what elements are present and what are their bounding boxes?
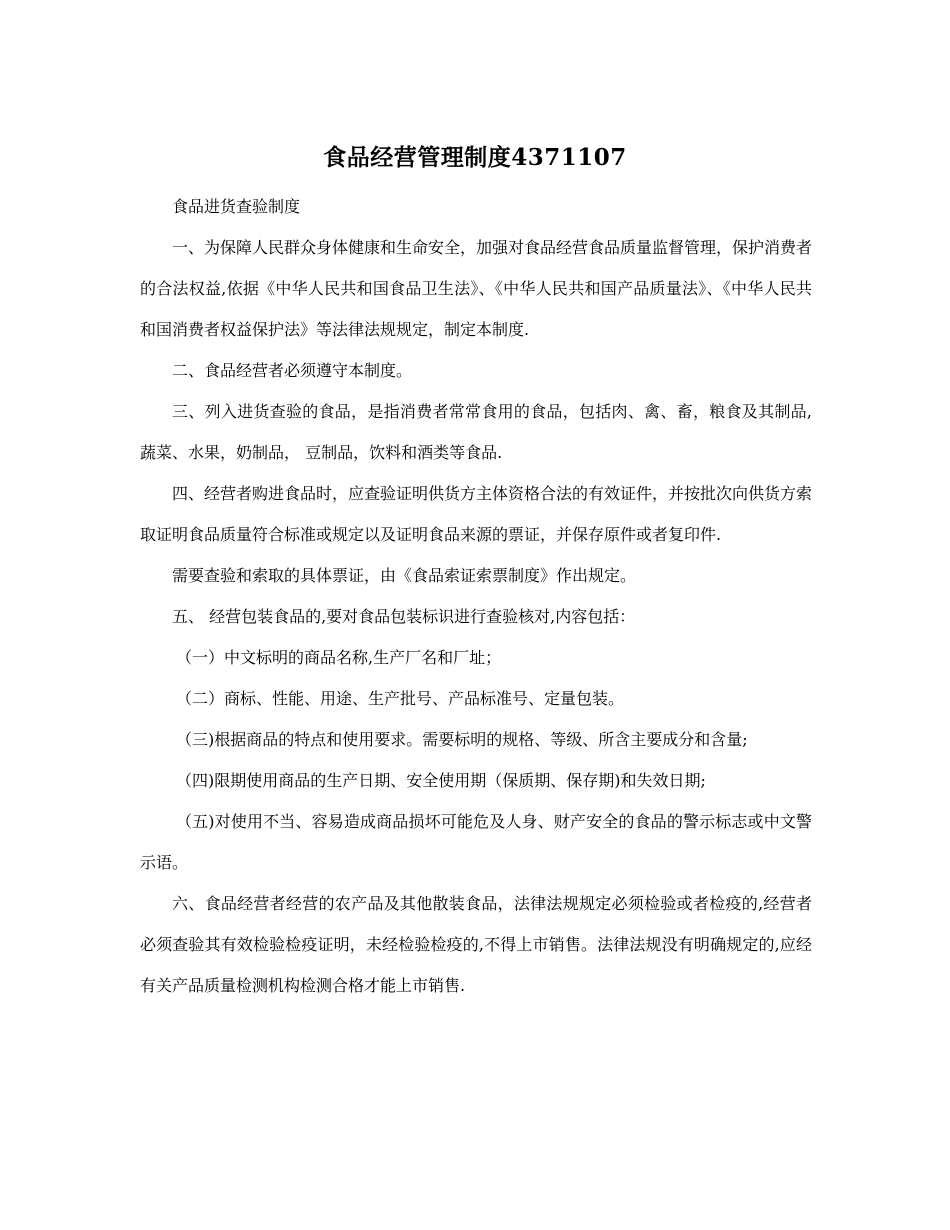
- paragraph-clause-5-item-1: （一）中文标明的商品名称,生产厂名和厂址；: [176, 648, 502, 667]
- paragraph-clause-5-item-5: （五)对使用不当、容易造成商品损坏可能危及人身、财产安全的食品的警示标志或中文警示语。: [140, 812, 812, 872]
- paragraph-clause-5-item-2: （二）商标、性能、用途、生产批号、产品标准号、定量包装。: [176, 689, 625, 708]
- paragraph-section-heading: 食品进货查验制度: [172, 197, 301, 216]
- paragraph-clause-5-item-3: （三)根据商品的特点和使用要求。需要标明的规格、等级、所含主要成分和含量;: [176, 730, 748, 749]
- paragraph-clause-4: 四、经营者购进食品时，应查验证明供货方主体资格合法的有效证件，并按批次向供货方索取证明食品质量符合标准或规定以及证明食品来源的票证，并保存原件或者复印件.: [140, 484, 813, 544]
- document-title: 食品经营管理制度4371107: [323, 144, 627, 171]
- paragraph-clause-1: 一、为保障人民群众身体健康和生命安全，加强对食品经营食品质量监督管理，保护消费者的合法权益,依据《中华人民共和国食品卫生法》、《中华人民共和国产品质量法》、《中华人民共和国消费者权益保护法》等法律法规规定，制定本制度.: [140, 238, 813, 339]
- paragraph-clause-5: 五、 经营包装食品的,要对食品包装标识进行查验核对,内容包括：: [172, 607, 636, 626]
- paragraph-clause-6: 六、食品经营者经营的农产品及其他散装食品，法律法规规定必须检验或者检疫的,经营者必须查验其有效检验检疫证明，未经检验检疫的,不得上市销售。法律法规没有明确规定的,应经有关产品质量检测机构检测合格才能上市销售.: [140, 894, 812, 995]
- paragraph-clause-2: 二、食品经营者必须遵守本制度。: [172, 361, 413, 380]
- document-body: [140, 186, 812, 1006]
- paragraph-clause-5-item-4: （四)限期使用商品的生产日期、安全使用期（保质期、保存期)和失效日期;: [176, 771, 706, 790]
- paragraph-clause-4-note: 需要查验和索取的具体票证，由《食品索证索票制度》作出规定。: [172, 566, 637, 585]
- paragraph-clause-3: 三、列入进货查验的食品，是指消费者常常食用的食品，包括肉、禽、畜，粮食及其制品,蔬菜、水果，奶制品， 豆制品，饮料和酒类等食品.: [140, 402, 812, 462]
